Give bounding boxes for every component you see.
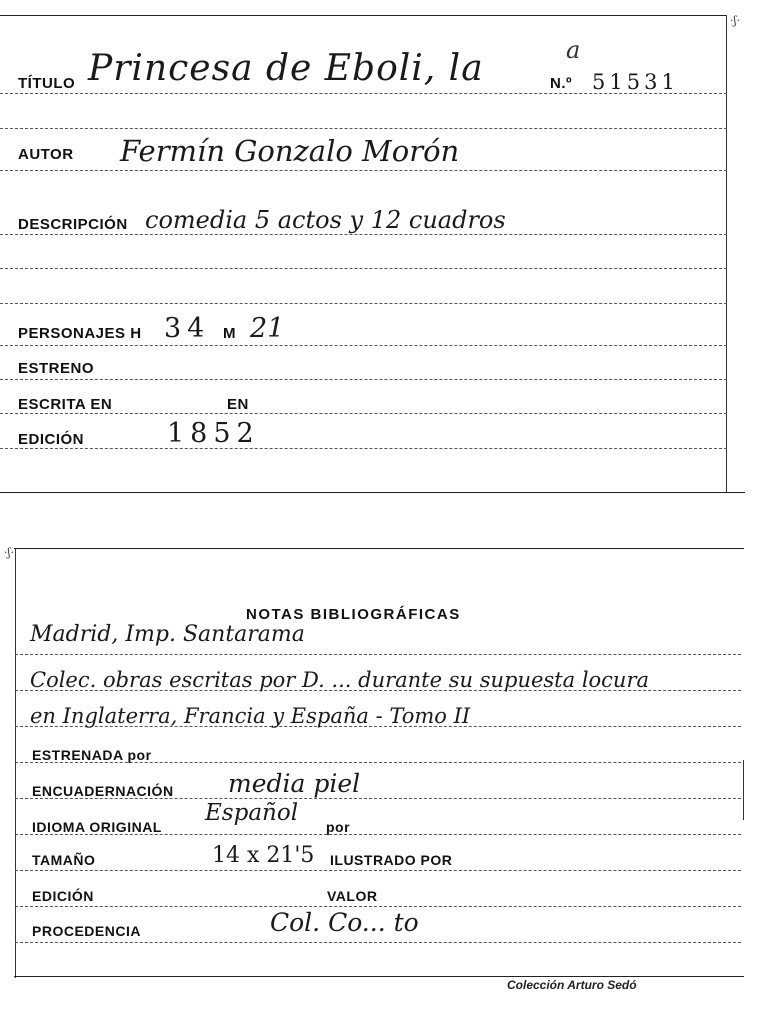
rule-line	[0, 379, 727, 380]
catalog-card-bottom	[0, 540, 759, 990]
card-right-border	[726, 15, 727, 493]
rule-line	[15, 942, 741, 943]
card-left-border	[15, 548, 16, 978]
corner-mark: ·ʃ·	[4, 546, 14, 559]
numero-label: N.º	[550, 75, 572, 92]
rule-line	[0, 234, 727, 235]
descripcion-label: DESCRIPCIÓN	[18, 216, 128, 233]
note-line-2: Colec. obras escritas por D. ... durante su supuesta locura	[30, 668, 650, 692]
corner-mark: ·ʃ·	[730, 14, 740, 27]
titulo-value: Princesa de Eboli, la	[88, 48, 484, 89]
card-right-mark	[743, 760, 744, 820]
numero-value: 51531	[592, 70, 679, 94]
encuadernacion-value: media piel	[228, 769, 361, 798]
ilustrado-label: ILUSTRADO POR	[330, 852, 453, 868]
personajes-h-value: 34	[164, 313, 211, 344]
tamano-value: 14 x 21'5	[212, 843, 315, 868]
rule-line	[0, 413, 727, 414]
numero-mark: a	[566, 36, 581, 64]
idioma-value: Español	[205, 800, 299, 826]
card-bottom-border	[14, 976, 744, 977]
card-top-border	[0, 15, 727, 16]
rule-line	[0, 448, 727, 449]
personajes-label: PERSONAJES H	[18, 325, 142, 342]
note-line-1: Madrid, Imp. Santarama	[30, 622, 305, 647]
idioma-por-label: por	[326, 819, 351, 835]
note-line-3: en Inglaterra, Francia y España - Tomo II	[30, 704, 471, 728]
rule-line	[0, 170, 727, 171]
personajes-m-label: M	[223, 325, 236, 342]
card-top-border	[14, 548, 744, 549]
edicion-label: EDICIÓN	[18, 431, 85, 448]
procedencia-value: Col. Co... to	[270, 908, 419, 937]
edicion-label: EDICIÓN	[32, 888, 94, 904]
edicion-value: 1852	[167, 418, 260, 449]
estrenada-label: ESTRENADA por	[32, 747, 152, 763]
catalog-card-top	[0, 0, 759, 495]
autor-label: AUTOR	[18, 146, 74, 163]
escrita-en-label: EN	[227, 396, 249, 413]
notas-heading: NOTAS BIBLIOGRÁFICAS	[246, 606, 461, 623]
titulo-label: TÍTULO	[18, 75, 76, 92]
encuadernacion-label: ENCUADERNACIÓN	[32, 783, 174, 799]
autor-value: Fermín Gonzalo Morón	[120, 134, 460, 168]
valor-label: VALOR	[327, 888, 378, 904]
estreno-label: ESTRENO	[18, 360, 95, 377]
rule-line	[0, 345, 727, 346]
collection-footer: Colección Arturo Sedó	[507, 978, 637, 992]
tamano-label: TAMAÑO	[32, 852, 96, 868]
procedencia-label: PROCEDENCIA	[32, 923, 141, 939]
escrita-label: ESCRITA EN	[18, 396, 113, 413]
rule-line	[15, 906, 741, 907]
rule-line	[0, 303, 727, 304]
personajes-m-value: 21	[250, 313, 285, 344]
idioma-label: IDIOMA ORIGINAL	[32, 819, 162, 835]
card-bottom-border	[0, 492, 745, 493]
rule-line	[0, 128, 727, 129]
rule-line	[15, 870, 741, 871]
rule-line	[15, 654, 741, 655]
descripcion-value: comedia 5 actos y 12 cuadros	[145, 206, 506, 234]
rule-line	[0, 268, 727, 269]
